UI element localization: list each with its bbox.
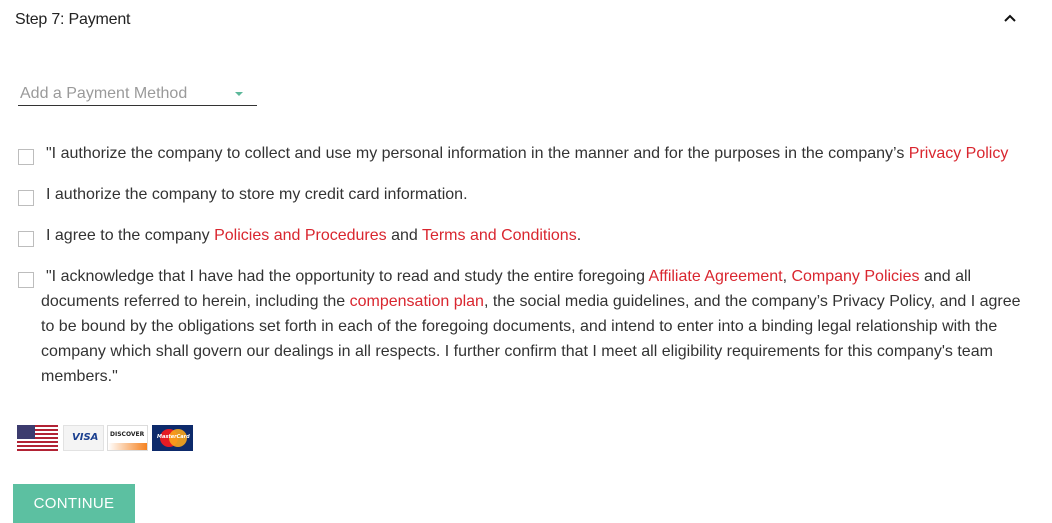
discover-card-icon xyxy=(107,425,148,451)
visa-card-label: VISA xyxy=(72,432,99,443)
agreement-acknowledge-sep: , xyxy=(782,268,792,285)
chevron-up-icon[interactable] xyxy=(1002,11,1018,27)
agreement-policies-pre: I agree to the company xyxy=(46,227,215,244)
compensation-plan-link[interactable]: compensation plan xyxy=(349,293,484,310)
agreement-acknowledge-mid: and all documents referred to herein, including the xyxy=(41,268,972,310)
visa-card-icon xyxy=(63,425,104,451)
agreement-store-card-text: I authorize the company to store my credit card information. xyxy=(46,186,468,203)
terms-conditions-link[interactable]: Terms and Conditions xyxy=(421,227,577,244)
discover-card-label: DISCOVER xyxy=(110,431,145,438)
agreement-acknowledge-checkbox[interactable] xyxy=(18,272,34,288)
policies-procedures-link[interactable]: Policies and Procedures xyxy=(214,227,387,244)
mastercard-card-icon xyxy=(152,425,193,451)
payment-method-value: Add a Payment Method xyxy=(20,85,188,102)
agreement-acknowledge-post: , the social media guidelines, and the company’s Privacy Policy, and I agree to be bound by the obligations set forth in each of the foregoing documents, and intend to enter into a binding legal relationship with the company which shall govern our dealings in all respects. I further confirm that I meet all eligibility requirements for this company's team members." xyxy=(41,293,1021,385)
agreement-acknowledge-text xyxy=(41,264,1032,389)
agreement-policies-mid: and xyxy=(386,227,422,244)
agreement-acknowledge-pre: "I acknowledge that I have had the opportunity to read and study the entire foregoing xyxy=(46,268,649,285)
agreement-privacy-text xyxy=(46,141,1008,166)
agreement-policies-checkbox[interactable] xyxy=(18,231,34,247)
us-flag-icon xyxy=(17,425,58,451)
agreement-store-card-checkbox[interactable] xyxy=(18,190,34,206)
payment-method-select[interactable] xyxy=(18,83,257,106)
affiliate-agreement-link[interactable]: Affiliate Agreement xyxy=(648,268,783,285)
agreement-privacy-checkbox[interactable] xyxy=(18,149,34,165)
step-title: Step 7: Payment xyxy=(15,11,131,28)
agreement-policies-post: . xyxy=(576,227,582,244)
agreement-policies-text xyxy=(46,223,581,248)
step-header[interactable] xyxy=(15,11,1022,33)
mastercard-card-label: MasterCard xyxy=(157,434,190,440)
agreement-privacy-pre: "I authorize the company to collect and use my personal information in the manner and for the purposes in the company’s xyxy=(46,145,909,162)
continue-button[interactable]: CONTINUE xyxy=(13,484,135,523)
company-policies-link[interactable]: Company Policies xyxy=(791,268,920,285)
privacy-policy-link[interactable]: Privacy Policy xyxy=(908,145,1009,162)
caret-down-icon xyxy=(235,92,243,96)
